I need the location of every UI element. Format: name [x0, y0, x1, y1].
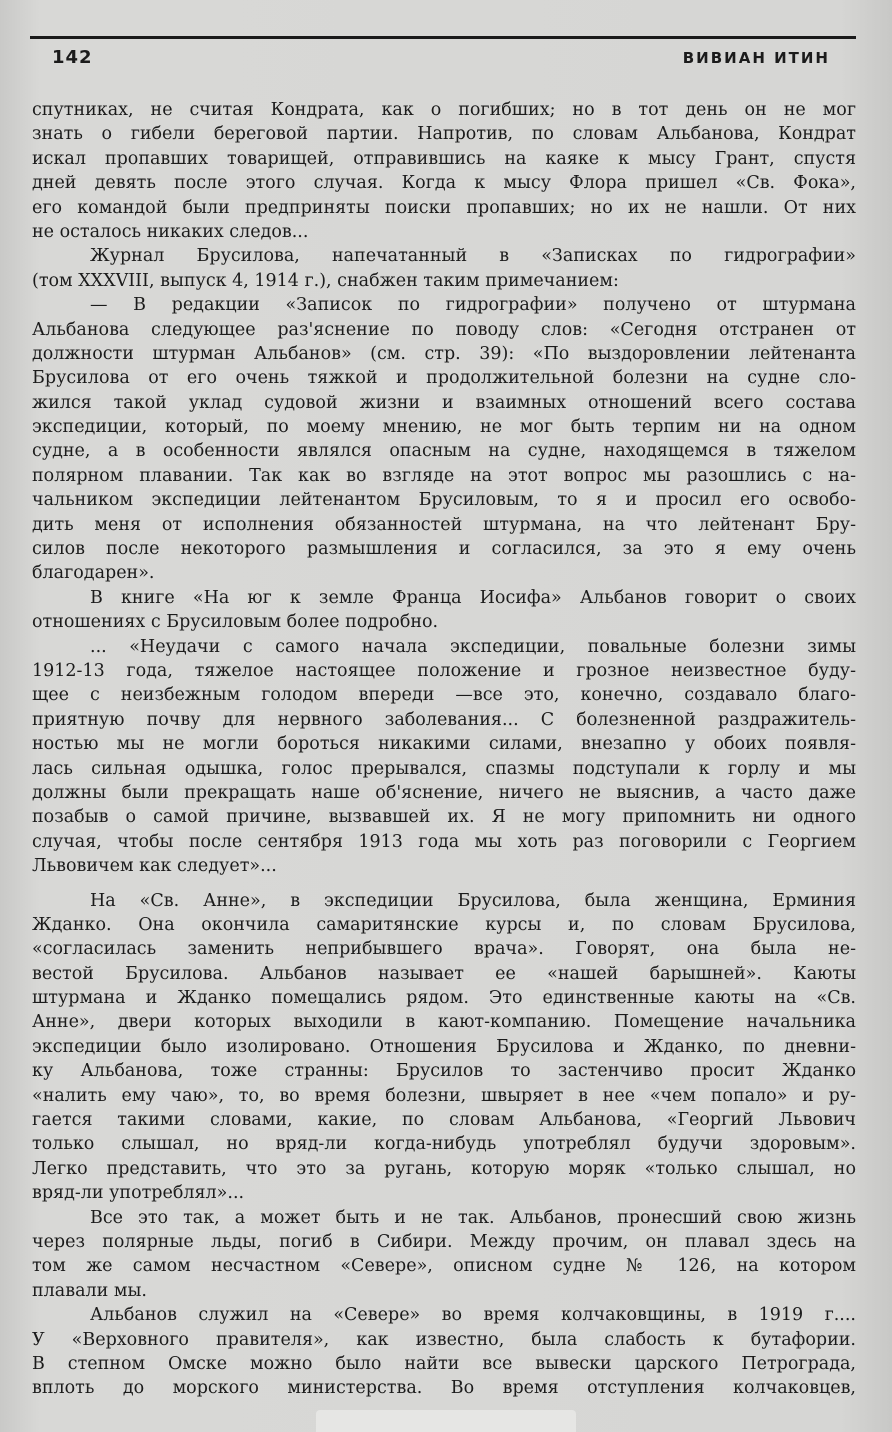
text-line: вплоть до морского министерства. Во время отступления колчаковцев,	[32, 1378, 856, 1399]
text-line: плавали мы.	[32, 1280, 147, 1301]
text-line: (том XXXVIII, выпуск 4, 1914 г.), снабжен таким примечанием:	[32, 270, 619, 291]
text-line: отношениях с Брусиловым более подробно.	[32, 612, 439, 633]
scan-footer-tab	[316, 1410, 576, 1432]
text-line: лась сильная одышка, голос прерывался, спазмы подступали к горлу и мы	[32, 758, 856, 779]
text-line: Журнал Брусилова, напечатанный в «Записках по гидрографии»	[90, 246, 856, 267]
text-line: Львовичем как следует»...	[32, 856, 277, 877]
text-line: должны были прекращать наше об'яснение, ничего не выяснив, а часто даже	[32, 782, 856, 803]
text-line: Альбанова следующее раз'яснение по поводу слов: «Сегодня отстранен от	[32, 319, 856, 340]
text-line: судне, а в особенности являлся опасным на судне, находящемся в тяжелом	[32, 441, 856, 462]
text-line: дней девять после этого случая. Когда к мысу Флора пришел «Св. Фока»,	[32, 173, 856, 194]
text-line: дить меня от исполнения обязанностей штурмана, на что лейтенант Бру-	[32, 514, 856, 535]
text-line: Анне», двери которых выходили в кают-компанию. Помещение начальника	[32, 1012, 856, 1033]
text-line: На «Св. Анне», в экспедиции Брусилова, была женщина, Ерминия	[90, 890, 856, 911]
text-line: благодарен».	[32, 563, 155, 584]
text-line: гается такими словами, какие, по словам Альбанова, «Георгий Львович	[32, 1110, 856, 1131]
text-line: искал пропавших товарищей, отправившись на каяке к мысу Грант, спустя	[32, 148, 856, 169]
paragraph-gap	[32, 879, 856, 889]
text-line: — В редакции «Записок по гидрографии» получено от штурмана	[90, 295, 856, 316]
text-line: Легко представить, что это за ругань, которую моряк «только слышал, но	[32, 1158, 856, 1179]
text-line: через полярные льды, погиб в Сибири. Между прочим, он плавал здесь на	[32, 1231, 856, 1252]
text-line: чальником экспедиции лейтенантом Брусиловым, то я и просил его освобо-	[32, 490, 856, 511]
text-line: Альбанов служил на «Севере» во время колчаковщины, в 1919 г....	[90, 1305, 856, 1326]
text-line: его командой были предприняты поиски пропавших; но их не нашли. От них	[32, 197, 856, 218]
text-line: ностью мы не могли бороться никакими силами, внезапно у обоих появля-	[32, 734, 856, 755]
page-header	[30, 36, 856, 73]
text-line: жился такой уклад судовой жизни и взаимных отношений всего состава	[32, 392, 856, 413]
text-line: щее с неизбежным голодом впереди —все это, конечно, создавало благо-	[32, 685, 856, 706]
text-line: должности штурман Альбанов» (см. стр. 39): «По выздоровлении лейтенанта	[32, 343, 856, 364]
text-line: Жданко. Она окончила самаритянские курсы и, по словам Брусилова,	[32, 914, 856, 935]
page-number: 142	[52, 47, 93, 68]
text-line: том же самом несчастном «Севере», описном судне № 126, на котором	[32, 1256, 856, 1277]
text-line: вряд-ли употреблял»...	[32, 1183, 245, 1204]
running-head: ВИВИАН ИТИН	[682, 49, 830, 67]
text-line: «согласилась заменить неприбывшего врача». Говорят, она была не-	[32, 939, 856, 960]
text-line: только слышал, но вряд-ли когда-нибудь употреблял будучи здоровым».	[32, 1134, 856, 1155]
text-line: не осталось никаких следов...	[32, 221, 309, 242]
text-line: У «Верховного правителя», как известно, была слабость к бутафории.	[32, 1329, 856, 1350]
text-line: позабыв о самой причине, вызвавшей их. Я не могу припомнить ни одного	[32, 807, 856, 828]
text-line: ку Альбанова, тоже странны: Брусилов то застенчиво просит Жданко	[32, 1061, 856, 1082]
text-line: Брусилова от его очень тяжкой и продолжительной болезни на судне сло-	[32, 368, 856, 389]
text-line: силов после некоторого размышления и согласился, за это я ему очень	[32, 539, 856, 560]
body-text	[32, 98, 856, 1401]
text-line: Все это так, а может быть и не так. Альбанов, пронесший свою жизнь	[90, 1207, 856, 1228]
text-line: 1912-13 года, тяжелое настоящее положение и грозное неизвестное буду-	[32, 660, 856, 681]
text-line: вестой Брусилова. Альбанов называет ее «нашей барышней». Каюты	[32, 963, 856, 984]
text-line: В степном Омске можно было найти все вывески царского Петрограда,	[32, 1353, 856, 1374]
text-line: знать о гибели береговой партии. Напротив, по словам Альбанова, Кондрат	[32, 124, 856, 145]
text-line: экспедиции было изолировано. Отношения Брусилова и Жданко, по дневни-	[32, 1036, 856, 1057]
text-line: спутниках, не считая Кондрата, как о погибших; но в тот день он не мог	[32, 100, 856, 120]
text-line: случая, чтобы после сентября 1913 года мы хоть раз поговорили с Георгием	[32, 831, 856, 852]
text-line: экспедиции, который, по моему мнению, не мог быть терпим ни на одном	[32, 417, 856, 438]
text-line: полярном плавании. Так как во взгляде на этот вопрос мы разошлись с на-	[32, 465, 856, 486]
text-line: В книге «На юг к земле Франца Иосифа» Альбанов говорит о своих	[90, 587, 856, 608]
text-line: штурмана и Жданко помещались рядом. Это единственные каюты на «Св.	[32, 988, 856, 1009]
text-line: «налить ему чаю», то, во время болезни, швыряет в нее «чем попало» и ру-	[32, 1085, 856, 1106]
text-line: ... «Неудачи с самого начала экспедиции, повальные болезни зимы	[90, 636, 856, 657]
text-line: приятную почву для нервного заболевания... С болезненной раздражитель-	[32, 709, 856, 730]
